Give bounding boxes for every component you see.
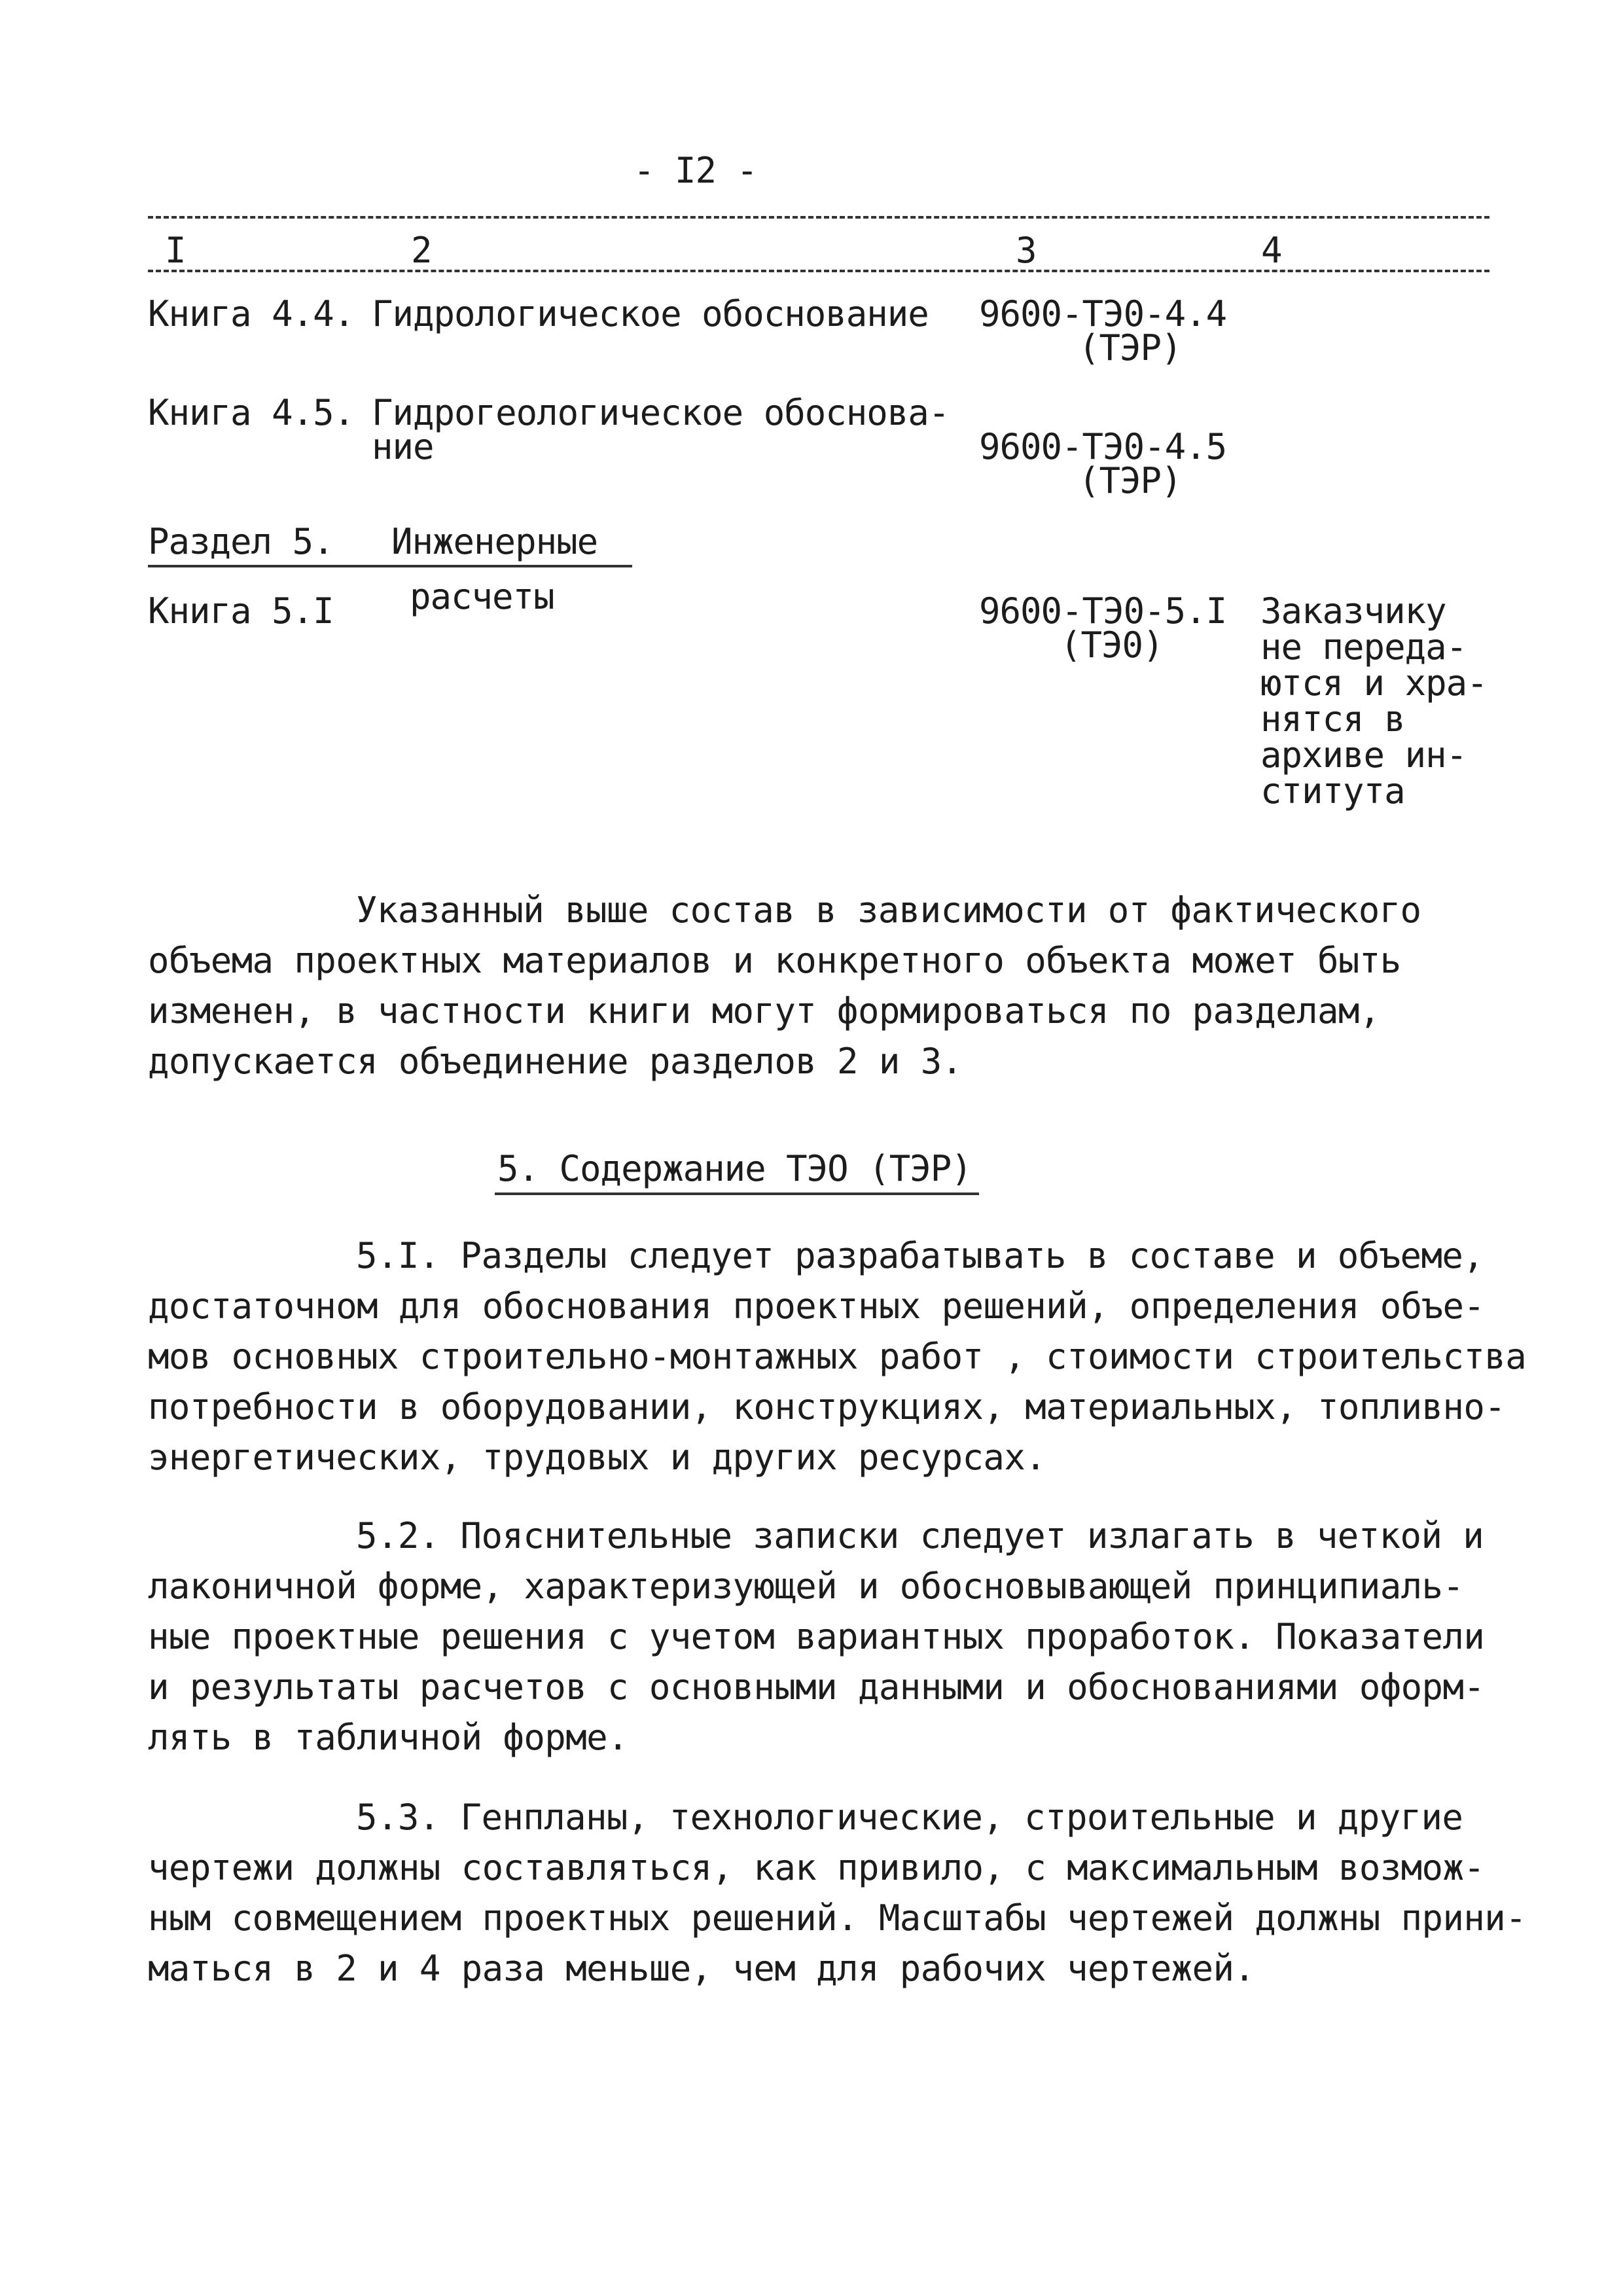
paragraph-intro-line: допускается объединение разделов 2 и 3. bbox=[148, 1041, 963, 1082]
row-4-5-title: Гидрогеологическое обоснова- bbox=[372, 392, 950, 433]
row-5-1-ref: Книга 5.I bbox=[148, 590, 334, 632]
paragraph-intro-line: Указанный выше состав в зависимости от фактического bbox=[356, 889, 1421, 931]
paragraph-5-1-line: потребности в оборудовании, конструкциях, материальных, топливно- bbox=[148, 1386, 1506, 1427]
paragraph-5-1-line: достаточном для обоснования проектных решений, определения объе- bbox=[148, 1285, 1485, 1327]
paragraph-5-1-line: энергетических, трудовых и других ресурсах. bbox=[148, 1437, 1046, 1478]
row-4-4-variant: (ТЭР) bbox=[1079, 327, 1182, 368]
paragraph-5-2-line: ные проектные решения с учетом вариантных проработок. Показатели bbox=[148, 1616, 1485, 1657]
row-4-5-title-cont: ние bbox=[372, 426, 434, 467]
row-4-5-ref: Книга 4.5. bbox=[148, 392, 355, 433]
paragraph-5-3-line: чертежи должны составляться, как привило, с максимальным возмож- bbox=[148, 1847, 1485, 1888]
row-5-1-title: расчеты bbox=[410, 576, 554, 617]
row-4-5-code: 9600-ТЭ0-4.5 bbox=[979, 426, 1227, 467]
row-5-1-code: 9600-ТЭ0-5.I bbox=[979, 590, 1227, 632]
paragraph-5-2-line: лаконичной форме, характеризующей и обосновывающей принципиаль- bbox=[148, 1566, 1464, 1607]
table-header-col3: 3 bbox=[1016, 230, 1037, 271]
row-5-1-note-line-4: нятся в bbox=[1260, 698, 1405, 740]
table-header-col4: 4 bbox=[1261, 230, 1282, 271]
row-4-4-ref: Книга 4.4. bbox=[148, 293, 355, 334]
paragraph-5-2-line: 5.2. Пояснительные записки следует излагать в четкой и bbox=[356, 1515, 1484, 1556]
row-4-5-variant: (ТЭР) bbox=[1079, 460, 1182, 501]
row-5-1-note-line-3: ются и хра- bbox=[1260, 662, 1488, 704]
row-5-1-variant: (ТЭ0) bbox=[1060, 624, 1164, 666]
table-header-col2: 2 bbox=[411, 230, 432, 271]
paragraph-5-2-line: лять в табличной форме. bbox=[148, 1717, 628, 1758]
row-4-4-code: 9600-ТЭ0-4.4 bbox=[979, 293, 1227, 334]
table-top-dashed-rule bbox=[148, 216, 1489, 219]
paragraph-intro-line: изменен, в частности книги могут формироваться по разделам, bbox=[148, 990, 1380, 1031]
paragraph-5-1 bbox=[148, 1230, 1527, 1482]
table-header-dashed-rule bbox=[148, 270, 1489, 272]
paragraph-5-3-line: ным совмещением проектных решений. Масштабы чертежей должны прини- bbox=[148, 1897, 1527, 1939]
row-5-1-note-line-1: Заказчику bbox=[1260, 590, 1446, 632]
row-4-4-title: Гидрологическое обоснование bbox=[372, 293, 929, 334]
paragraph-5-3-line: 5.3. Генпланы, технологические, строительные и другие bbox=[356, 1797, 1463, 1838]
paragraph-intro bbox=[148, 885, 1509, 1086]
paragraph-5-1-line: 5.I. Разделы следует разрабатывать в составе и объеме, bbox=[356, 1235, 1484, 1276]
section-5-ref: Раздел 5. bbox=[148, 521, 334, 562]
table-header-col1: I bbox=[165, 230, 186, 271]
section-title: 5. Содержание ТЭО (ТЭР) bbox=[497, 1148, 972, 1189]
section-5-underline bbox=[148, 565, 632, 567]
row-5-1-note-line-2: не переда- bbox=[1260, 626, 1467, 668]
row-5-1-note-line-5: архиве ин- bbox=[1260, 734, 1467, 776]
section-5-title: Инженерные bbox=[391, 521, 598, 562]
page-number: - I2 - bbox=[633, 150, 758, 191]
paragraph-5-2-line: и результаты расчетов с основными данными и обоснованиями оформ- bbox=[148, 1666, 1485, 1708]
row-5-1-note-line-6: ститута bbox=[1260, 770, 1405, 812]
paragraph-5-3-line: маться в 2 и 4 раза меньше, чем для рабочих чертежей. bbox=[148, 1948, 1255, 1989]
paragraph-5-2 bbox=[148, 1511, 1509, 1763]
paragraph-5-3 bbox=[148, 1792, 1527, 1994]
section-title-underline bbox=[495, 1193, 979, 1195]
paragraph-intro-line: объема проектных материалов и конкретного объекта может быть bbox=[148, 940, 1401, 981]
paragraph-5-1-line: мов основных строительно-монтажных работ , стоимости строительства bbox=[148, 1336, 1527, 1377]
